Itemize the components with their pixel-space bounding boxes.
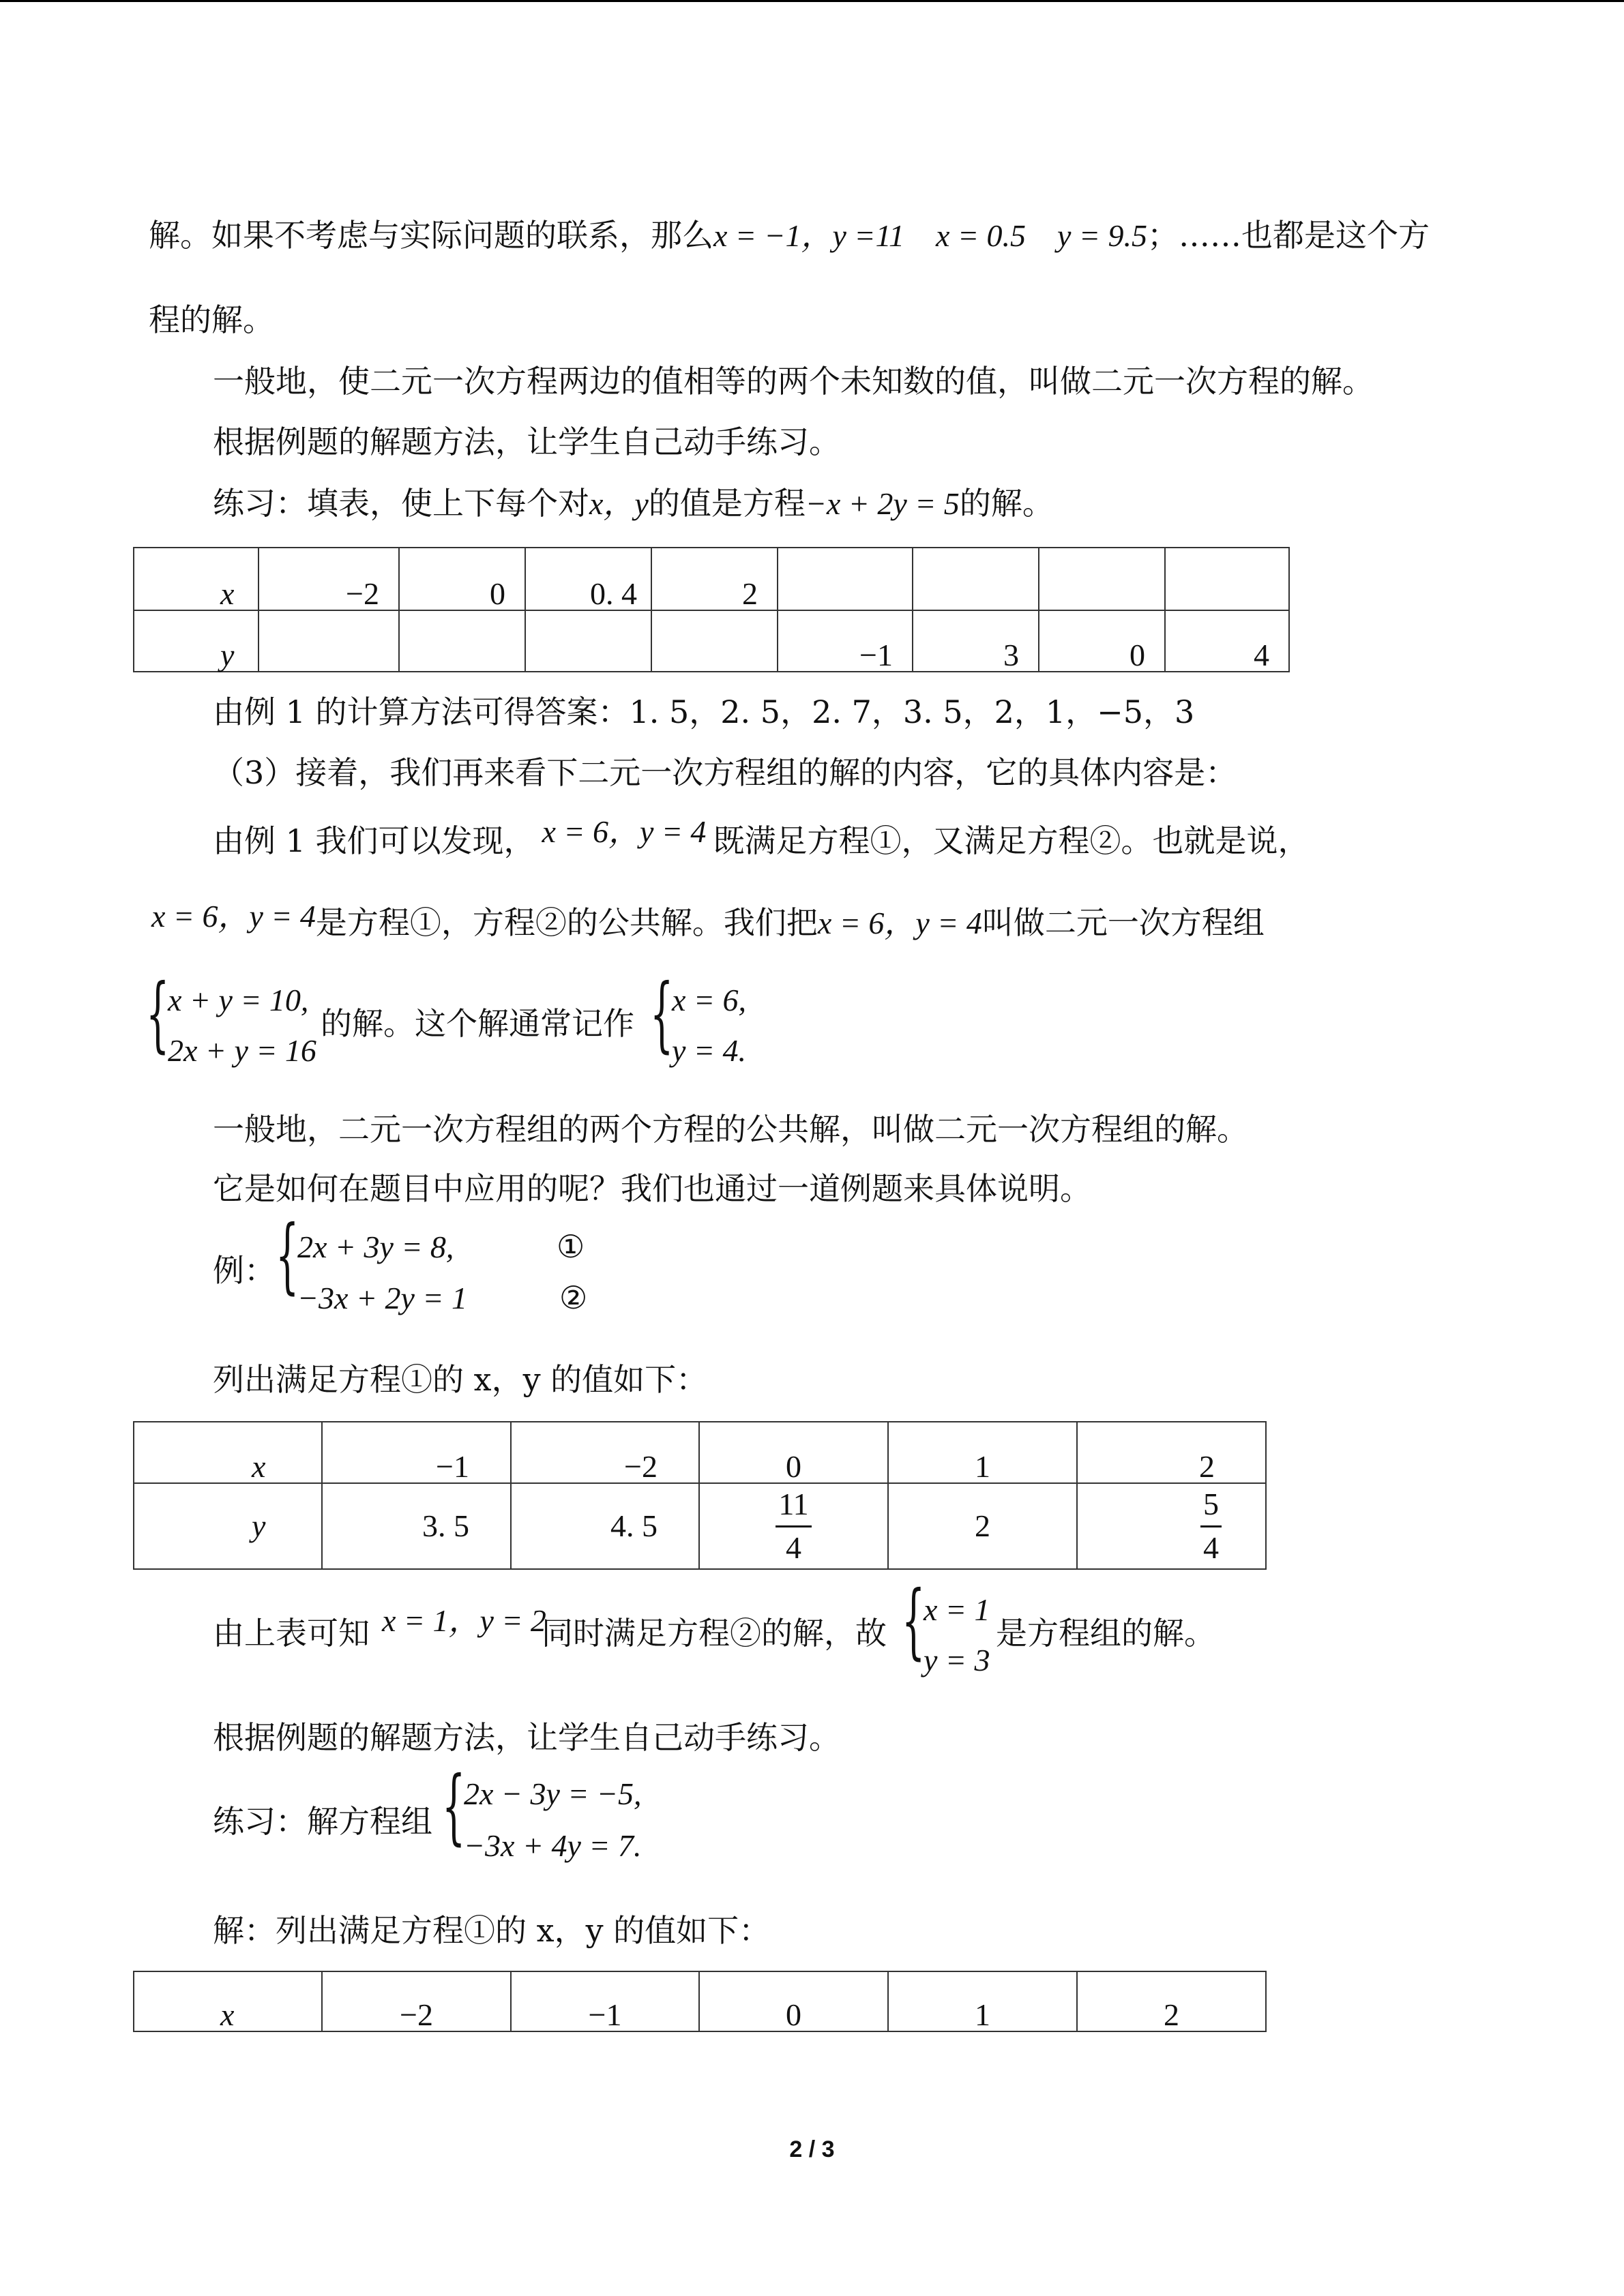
- table2-cell: 0: [699, 1422, 888, 1483]
- system1-line-2: 2x + y = 16: [168, 1033, 316, 1068]
- conclusion-text-a: 由上表可知: [213, 1615, 370, 1652]
- transition-sentence: 它是如何在题目中应用的呢？我们也通过一道例题来具体说明。: [213, 1170, 1091, 1207]
- table3-cell: −2: [322, 1971, 511, 2031]
- exercise1-text-c: 的解。: [959, 485, 1054, 522]
- table1-header-x: x: [134, 548, 259, 610]
- table1-cell: 3: [913, 610, 1039, 672]
- example-mark-1: ①: [557, 1229, 585, 1264]
- list-intro-1: 列出满足方程①的 x，y 的值如下：: [213, 1361, 708, 1398]
- para-b-equation-1: x = 6，y = 4: [151, 899, 316, 934]
- line1-text-a: 解。如果不考虑与实际问题的联系，那么: [149, 217, 713, 254]
- table1-cell: [778, 548, 913, 610]
- practice-intro-2: 根据例题的解题方法，让学生自己动手练习。: [213, 1719, 840, 1756]
- example-label: 例：: [213, 1252, 276, 1289]
- paragraph-b: [151, 899, 1265, 941]
- fraction-5-4: [1200, 1488, 1222, 1564]
- brace-conclusion: {: [902, 1574, 926, 1669]
- section-3-intro: （3）接着，我们再来看下二元一次方程组的解的内容，它的具体内容是：: [213, 754, 1237, 791]
- practice-intro-1: 根据例题的解题方法，让学生自己动手练习。: [213, 423, 840, 460]
- table3-row-x: [134, 1971, 1266, 2031]
- table2-cell: −1: [322, 1422, 511, 1483]
- para-b-text-a: 是方程①，方程②的公共解。我们把: [315, 904, 818, 941]
- values-table-2: [133, 1421, 1267, 1570]
- table3-cell: −1: [511, 1971, 699, 2031]
- table2-cell-fraction: [1077, 1483, 1266, 1569]
- table2-header-x: x: [134, 1422, 322, 1483]
- brace-exercise-2: {: [442, 1759, 466, 1854]
- table1-cell: [1039, 548, 1165, 610]
- table1-row-x: [134, 548, 1289, 610]
- exercise2-label: 练习：解方程组: [213, 1803, 432, 1840]
- table2-row-y: [134, 1483, 1266, 1569]
- brace-system-1: {: [146, 967, 170, 1062]
- solution1-line-1: x = 6,: [672, 983, 746, 1017]
- table1-cell: [651, 610, 778, 672]
- table2-cell: 2: [1077, 1422, 1266, 1483]
- table1-cell: 0: [399, 548, 525, 610]
- paragraph-line-1: [149, 217, 1430, 254]
- para-a-text-b: 既满足方程①，又满足方程②。也就是说，: [713, 822, 1310, 859]
- definition-system-solution: 一般地，二元一次方程组的两个方程的公共解，叫做二元一次方程组的解。: [213, 1111, 1248, 1148]
- page-number: 2 / 3: [789, 2136, 835, 2162]
- exercise1-text-a: 练习：填表，使上下每个对: [213, 485, 589, 522]
- example-line-1: 2x + 3y = 8,: [297, 1229, 454, 1264]
- paragraph-a: [213, 814, 1310, 859]
- fraction-denominator: 4: [1203, 1530, 1219, 1565]
- exercise1-vars: x，y: [589, 486, 649, 521]
- conclusion-text-b: 同时满足方程②的解，故: [542, 1615, 887, 1652]
- fraction-numerator: 5: [1200, 1488, 1222, 1527]
- fraction-numerator: 11: [776, 1488, 811, 1527]
- brace-example: {: [276, 1208, 299, 1303]
- table1-cell: [913, 548, 1039, 610]
- conclusion-solution-1: x = 1: [924, 1592, 990, 1627]
- table1-cell: −2: [259, 548, 399, 610]
- table1-row-y: [134, 610, 1289, 672]
- brace-solution-1: {: [650, 967, 674, 1062]
- fraction-denominator: 4: [785, 1530, 801, 1565]
- fill-table-1: [133, 547, 1290, 672]
- values-table-3: [133, 1971, 1267, 2032]
- exercise1-equation: −x + 2y = 5: [805, 486, 960, 521]
- para-c-text: 的解。这个解通常记作: [321, 1005, 634, 1042]
- solution-intro: 解：列出满足方程①的 x，y 的值如下：: [213, 1912, 771, 1949]
- answer-1: 由例 1 的计算方法可得答案：1. 5，2. 5，2. 7，3. 5，2，1，−5，3: [213, 694, 1195, 730]
- table2-cell: 4. 5: [511, 1483, 699, 1569]
- exercise-1: [213, 485, 1054, 522]
- table1-cell: −1: [778, 610, 913, 672]
- fraction-11-4: [776, 1488, 811, 1564]
- table2-cell: 1: [888, 1422, 1077, 1483]
- conclusion-text-c: 是方程组的解。: [996, 1615, 1215, 1652]
- table1-cell: [1165, 548, 1289, 610]
- table1-cell: [259, 610, 399, 672]
- table1-cell: 4: [1165, 610, 1289, 672]
- line1-equation: x = −1，y =11 x = 0.5 y = 9.5: [713, 218, 1147, 253]
- solution1-line-2: y = 4.: [672, 1033, 746, 1068]
- para-a-equation: x = 6，y = 4: [542, 814, 707, 849]
- table1-cell: 2: [651, 548, 778, 610]
- table2-cell: −2: [511, 1422, 699, 1483]
- table1-header-y: y: [134, 610, 259, 672]
- exercise2-line-2: −3x + 4y = 7.: [464, 1828, 642, 1863]
- table2-header-y: y: [134, 1483, 322, 1569]
- conclusion-equation: x = 1，y = 2: [382, 1603, 546, 1638]
- table3-header-x: x: [134, 1971, 322, 2031]
- exercise2-line-1: 2x − 3y = −5,: [464, 1776, 642, 1811]
- page-top-border: [0, 0, 1624, 2]
- exercise1-text-b: 的值是方程: [648, 485, 806, 522]
- line1-text-b: ；……也都是这个方: [1147, 217, 1430, 254]
- para-b-equation-2: x = 6，y = 4: [817, 906, 982, 940]
- para-b-text-b: 叫做二元一次方程组: [981, 904, 1265, 941]
- table2-row-x: [134, 1422, 1266, 1483]
- table1-cell: [399, 610, 525, 672]
- conclusion-solution-2: y = 3: [924, 1643, 990, 1678]
- system1-line-1: x + y = 10,: [168, 983, 309, 1017]
- example-line-2: −3x + 2y = 1: [297, 1281, 467, 1315]
- table2-cell: 3. 5: [322, 1483, 511, 1569]
- table2-cell: 2: [888, 1483, 1077, 1569]
- para-a-text-a: 由例 1 我们可以发现，: [213, 822, 535, 859]
- definition-equation-solution: 一般地，使二元一次方程两边的值相等的两个未知数的值，叫做二元一次方程的解。: [213, 363, 1374, 400]
- paragraph-line-2: 程的解。: [149, 301, 274, 338]
- table3-cell: 0: [699, 1971, 888, 2031]
- table3-cell: 1: [888, 1971, 1077, 2031]
- table1-cell: 0: [1039, 610, 1165, 672]
- table3-cell: 2: [1077, 1971, 1266, 2031]
- table1-cell: [525, 610, 651, 672]
- table2-cell-fraction: [699, 1483, 888, 1569]
- example-mark-2: ②: [559, 1281, 588, 1315]
- table1-cell: 0. 4: [525, 548, 651, 610]
